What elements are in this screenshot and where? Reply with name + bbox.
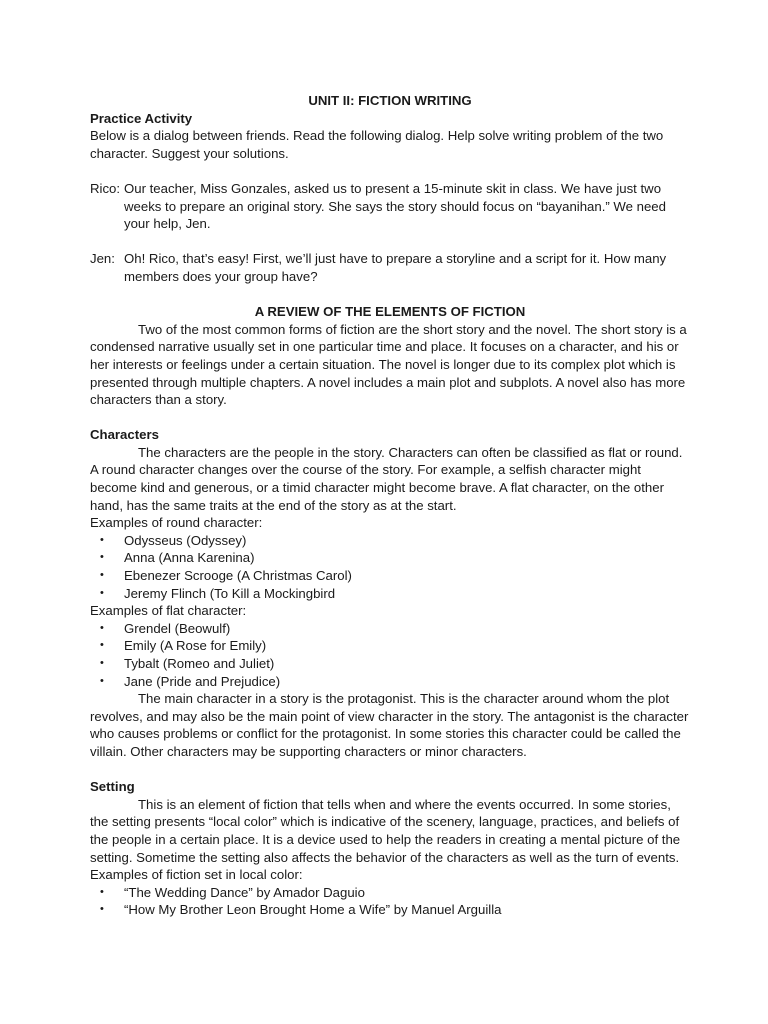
flat-examples-label: Examples of flat character: [90,603,247,619]
spacer [90,409,690,427]
spacer [90,286,690,304]
bullet-icon: • [100,657,104,669]
document-page [90,92,690,919]
spacer [90,761,690,779]
list-item [90,620,690,638]
dialog-text: Oh! Rico, that’s easy! First, we’ll just have to prepare a storyline and a script for it. How many members does your group have? [124,251,667,284]
practice-activity-intro: Below is a dialog between friends. Read the following dialog. Help solve writing problem of the two character. Suggest your solutions. [90,128,664,161]
list-item-text: Anna (Anna Karenina) [124,550,255,566]
list-item [90,673,690,691]
list-item [90,637,690,655]
bullet-icon: • [100,586,104,599]
bullet-icon: • [100,885,104,898]
unit-title: UNIT II: FICTION WRITING [308,93,472,108]
list-item-text: Tybalt (Romeo and Juliet) [124,656,275,671]
dialog-line-jen [90,250,690,285]
list-item-text: Odysseus (Odyssey) [124,532,247,548]
list-item [90,585,690,603]
dialog-text: Our teacher, Miss Gonzales, asked us to present a 15-minute skit in class. We have just two weeks to prepare an original story. She says the story should focus on “bayanihan.” We need your help, Jen. [124,180,666,232]
round-examples-label: Examples of round character: [90,515,263,531]
setting-paragraph: This is an element of fiction that tells when and where the events occurred. In some stories, the setting presents “local color” which is indicative of the scenery, language, practices, and beliefs of the people in a certain place. It is a device used to help the readers in creating a mental picture of the setting. Sometime the setting also affects the behavior of the characters as well as the turn of events. [90,796,681,865]
setting-examples-label: Examples of fiction set in local color: [90,867,303,883]
characters-heading: Characters [90,427,159,443]
dialog-speaker: Jen: [90,251,115,267]
setting-heading: Setting [90,779,135,795]
list-item-text: Jeremy Flinch (To Kill a Mockingbird [124,585,336,601]
flat-examples-list [90,620,690,690]
bullet-icon: • [100,639,104,652]
list-item [90,655,690,673]
review-paragraph: Two of the most common forms of fiction are the short story and the novel. The short story is a condensed narrative usually set in one particular time and place. It focuses on a character, and his or her interests or feelings under a certain situation. The novel is longer due to its complex plot which is presented through multiple chapters. A novel includes a main plot and subplots. A novel also has more characters than a story. [90,321,687,408]
list-item [90,884,690,902]
setting-examples-list [90,884,690,919]
bullet-icon: • [100,533,104,546]
practice-activity-heading: Practice Activity [90,110,193,126]
spacer [90,233,690,251]
list-item-text: “The Wedding Dance” by Amador Daguio [124,884,365,900]
list-item-text: “How My Brother Leon Brought Home a Wife” by Manuel Arguilla [124,902,502,918]
list-item [90,567,690,585]
list-item [90,549,690,567]
list-item-text: Emily (A Rose for Emily) [124,638,267,654]
protagonist-paragraph: The main character in a story is the protagonist. This is the character around whom the plot revolves, and may also be the main point of view character in the story. The antagonist is the character who causes problems or conflict for the protagonist. In some stories this character could be called the villain. Other characters may be supporting characters or minor characters. [90,691,689,759]
list-item [90,901,690,919]
review-heading: A REVIEW OF THE ELEMENTS OF FICTION [254,304,526,320]
list-item-text: Grendel (Beowulf) [124,620,231,636]
dialog-line-rico [90,180,690,233]
bullet-icon: • [100,621,104,634]
dialog-speaker: Rico: [90,180,121,196]
list-item [90,532,690,550]
bullet-icon: • [100,551,104,564]
characters-paragraph: The characters are the people in the story. Characters can often be classified as flat or round. A round character changes over the course of the story. For example, a selfish character might become kind and generous, or a timid character might become brave. A flat character, on the other hand, has the same traits at the end of the story as at the start. [90,444,683,513]
bullet-icon: • [100,903,104,916]
list-item-text: Ebenezer Scrooge (A Christmas Carol) [124,568,352,584]
spacer [90,162,690,180]
round-examples-list [90,532,690,602]
list-item-text: Jane (Pride and Prejudice) [124,673,281,689]
bullet-icon: • [100,674,104,687]
bullet-icon: • [100,569,104,582]
